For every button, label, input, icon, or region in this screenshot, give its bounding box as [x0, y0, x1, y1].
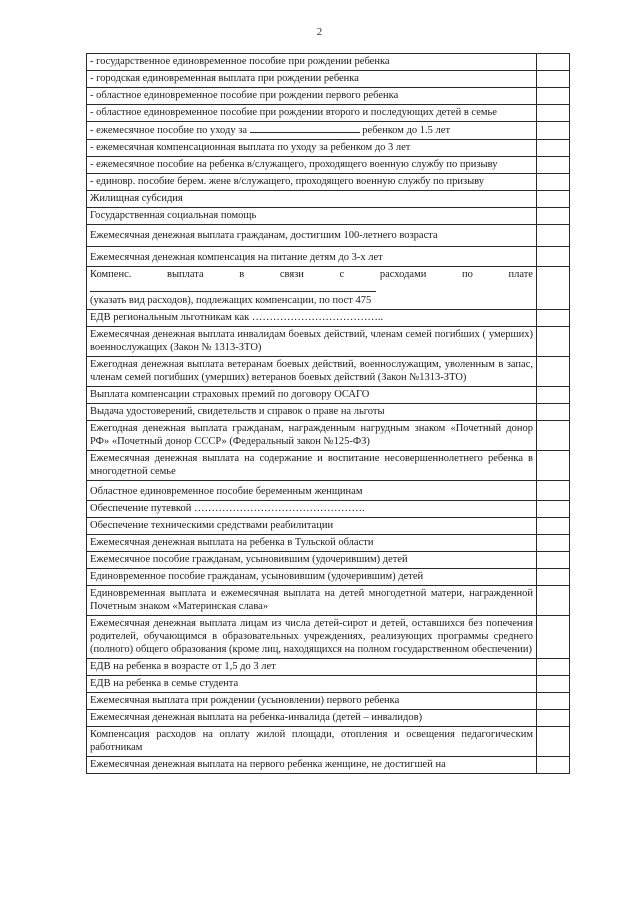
- row-mark-cell: [537, 174, 570, 191]
- row-text: Выплата компенсации страховых премий по договору ОСАГО: [87, 387, 537, 404]
- row-text: - областное единовременное пособие при рождении второго и последующих детей в семье: [87, 105, 537, 122]
- table-row: [87, 693, 570, 710]
- row-text: Ежемесячная денежная выплата инвалидам боевых действий, членам семей погибших ( умерших) военнослужащих (Закон № 1313-ЗТО): [87, 327, 537, 357]
- table-row: [87, 88, 570, 105]
- row-text: ЕДВ на ребенка в возрасте от 1,5 до 3 лет: [87, 659, 537, 676]
- table-row: [87, 54, 570, 71]
- row-text: Единовременная выплата и ежемесячная выплата на детей многодетной матери, награжденной Почетным знаком «Материнская слава»: [87, 586, 537, 616]
- row-mark-cell: [537, 693, 570, 710]
- table-row: [87, 727, 570, 757]
- row-mark-cell: [537, 569, 570, 586]
- row-text: Ежемесячное пособие гражданам, усыновившим (удочерившим) детей: [87, 552, 537, 569]
- row-mark-cell: [537, 122, 570, 140]
- row-text-with-blank: [87, 122, 537, 140]
- row-mark-cell: [537, 727, 570, 757]
- table-row: [87, 421, 570, 451]
- table-row: [87, 105, 570, 122]
- table-row: [87, 404, 570, 421]
- row-text: - ежемесячная компенсационная выплата по уходу за ребенком до 3 лет: [87, 140, 537, 157]
- row-mark-cell: [537, 157, 570, 174]
- row-mark-cell: [537, 451, 570, 481]
- row-text: - государственное единовременное пособие при рождении ребенка: [87, 54, 537, 71]
- row-text: Обеспечение техническими средствами реабилитации: [87, 518, 537, 535]
- compensation-note: (указать вид расходов), подлежащих компенсации, по пост 475: [90, 295, 372, 306]
- table-row: [87, 122, 570, 140]
- row-mark-cell: [537, 676, 570, 693]
- table-row: [87, 710, 570, 727]
- row-text: Ежемесячная денежная выплата на первого ребенка женщине, не достигшей на: [87, 757, 537, 774]
- row-text-before: - ежемесячное пособие по уходу за: [90, 125, 248, 136]
- table-row: [87, 208, 570, 225]
- row-mark-cell: [537, 88, 570, 105]
- row-mark-cell: [537, 191, 570, 208]
- table-row: [87, 586, 570, 616]
- row-mark-cell: [537, 552, 570, 569]
- row-mark-cell: [537, 616, 570, 659]
- table-row: [87, 659, 570, 676]
- table-row: [87, 676, 570, 693]
- row-mark-cell: [537, 535, 570, 552]
- row-text: Выдача удостоверений, свидетельств и справок о праве на льготы: [87, 404, 537, 421]
- row-mark-cell: [537, 208, 570, 225]
- row-mark-cell: [537, 247, 570, 267]
- table-row: [87, 225, 570, 247]
- row-mark-cell: [537, 105, 570, 122]
- row-mark-cell: [537, 54, 570, 71]
- table-row: [87, 71, 570, 88]
- row-mark-cell: [537, 659, 570, 676]
- row-text: Ежемесячная денежная выплата на ребенка в Тульской области: [87, 535, 537, 552]
- table-row: [87, 569, 570, 586]
- row-mark-cell: [537, 518, 570, 535]
- row-text: Ежегодная денежная выплата ветеранам боевых действий, военнослужащим, уволенным в запас, членам семей погибших (умерших) ветеранов боевых действий (Закон №1313-ЗТО): [87, 357, 537, 387]
- row-mark-cell: [537, 357, 570, 387]
- table-row: [87, 247, 570, 267]
- row-text: ЕДВ на ребенка в семье студента: [87, 676, 537, 693]
- table-row: [87, 140, 570, 157]
- table-row: [87, 327, 570, 357]
- table-row: [87, 357, 570, 387]
- row-text: Жилищная субсидия: [87, 191, 537, 208]
- table-row: [87, 518, 570, 535]
- row-mark-cell: [537, 387, 570, 404]
- table-row: [87, 174, 570, 191]
- page-number: 2: [316, 26, 323, 38]
- row-mark-cell: [537, 140, 570, 157]
- row-mark-cell: [537, 586, 570, 616]
- row-text: - городская единовременная выплата при рождении ребенка: [87, 71, 537, 88]
- table-row: [87, 157, 570, 174]
- row-text: Ежемесячная выплата при рождении (усыновлении) первого ребенка: [87, 693, 537, 710]
- table-row: [87, 552, 570, 569]
- row-text: Ежемесячная денежная компенсация на питание детям до 3-х лет: [87, 247, 537, 267]
- row-mark-cell: [537, 404, 570, 421]
- table-row: [87, 310, 570, 327]
- benefits-table: [86, 53, 570, 774]
- row-text: Областное единовременное пособие беременным женщинам: [87, 481, 537, 501]
- row-mark-cell: [537, 421, 570, 451]
- row-text: ЕДВ региональным льготникам как ………………………………..: [87, 310, 537, 327]
- row-text: Государственная социальная помощь: [87, 208, 537, 225]
- table-row: [87, 501, 570, 518]
- row-text: Ежемесячная денежная выплата лицам из числа детей-сирот и детей, оставшихся без попечения родителей, обучающимся в образовательных учреждениях, реализующих программы среднего (полного) общего образования (кроме лиц, находящихся на полном государственном обеспечении): [87, 616, 537, 659]
- row-mark-cell: [537, 501, 570, 518]
- row-mark-cell: [537, 71, 570, 88]
- blank-fill-line: [90, 281, 376, 292]
- table-row: [87, 451, 570, 481]
- row-mark-cell: [537, 225, 570, 247]
- row-text: Ежегодная денежная выплата гражданам, награжденным нагрудным знаком «Почетный донор РФ» «Почетный донор СССР» (Федеральный закон №125-ФЗ): [87, 421, 537, 451]
- table-row: [87, 481, 570, 501]
- row-text: Ежемесячная денежная выплата на ребенка-инвалида (детей – инвалидов): [87, 710, 537, 727]
- row-text: Обеспечение путевкой ………………………………………….: [87, 501, 537, 518]
- row-text: Компенсация расходов на оплату жилой площади, отопления и освещения педагогическим работникам: [87, 727, 537, 757]
- compensation-words: Компенс. выплата в связи с расходами по плате: [90, 269, 533, 280]
- row-text-after: ребенком до 1.5 лет: [362, 125, 451, 136]
- row-mark-cell: [537, 710, 570, 727]
- row-text: Ежемесячная денежная выплата на содержание и воспитание несовершеннолетнего ребенка в многодетной семье: [87, 451, 537, 481]
- compensation-row: [87, 267, 537, 310]
- table-row: [87, 387, 570, 404]
- table-row: [87, 191, 570, 208]
- row-mark-cell: [537, 757, 570, 774]
- row-text: Ежемесячная денежная выплата гражданам, достигшим 100-летнего возраста: [87, 225, 537, 247]
- row-text: - единовр. пособие берем. жене в/служащего, проходящего военную службу по призыву: [87, 174, 537, 191]
- table-row: [87, 535, 570, 552]
- table-row: [87, 616, 570, 659]
- row-mark-cell: [537, 481, 570, 501]
- table-row: [87, 757, 570, 774]
- row-text: - областное единовременное пособие при рождении первого ребенка: [87, 88, 537, 105]
- row-mark-cell: [537, 267, 570, 310]
- row-mark-cell: [537, 310, 570, 327]
- row-text: - ежемесячное пособие на ребенка в/служащего, проходящего военную службу по призыву: [87, 157, 537, 174]
- row-text: Единовременное пособие гражданам, усыновившим (удочерившим) детей: [87, 569, 537, 586]
- blank-fill-line: [250, 123, 360, 133]
- table-row: [87, 267, 570, 310]
- row-mark-cell: [537, 327, 570, 357]
